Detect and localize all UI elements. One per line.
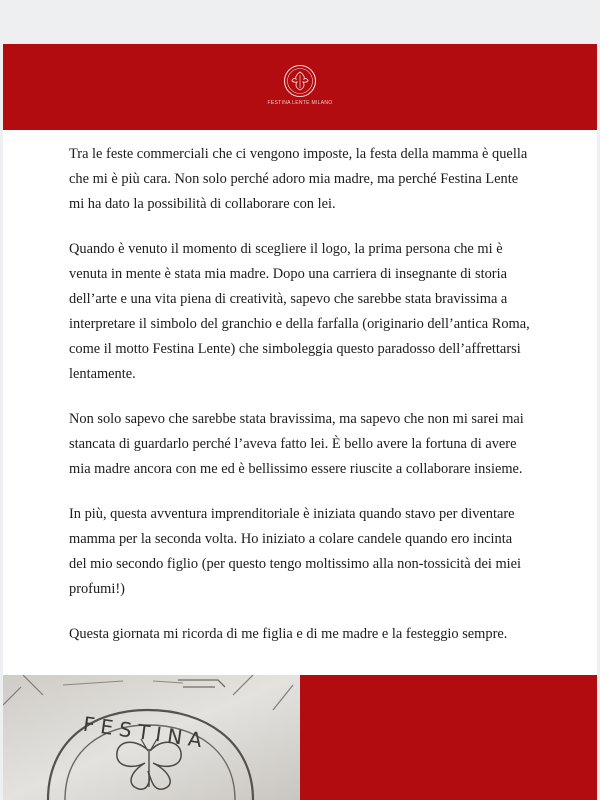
paragraph-5: Questa giornata mi ricorda di me figlia e di me madre e la festeggio sempre. (69, 626, 508, 642)
logo-sketch-image (3, 675, 300, 800)
logo-caption: FESTINA LENTE MILANO (267, 100, 333, 106)
paragraph-2: Quando è venuto il momento di scegliere il logo, la prima persona che mi è venuta in mente è stata mia madre. Dopo una carriera di insegnante di storia dell’arte e una vita piena di creatività, sapevo che sarebbe stata bravissima a interpretare il simbolo del granchio e della farfalla (originario dell’antica Roma, come il motto Festina Lente) che simboleggia questo paradosso dell’affrettarsi lentamente. (69, 241, 530, 382)
email-frame (3, 44, 597, 800)
paragraph-1: Tra le feste commerciali che ci vengono imposte, la festa della mamma è quella che mi è più cara. Non solo perché adoro mia madre, ma perché Festina Lente mi ha dato la possibilità di collaborare con lei. (69, 146, 528, 212)
bottom-banner (3, 675, 597, 800)
sketch-text: FESTINA (81, 711, 210, 753)
header-banner (3, 44, 597, 130)
article-body (3, 130, 597, 647)
logo[interactable] (240, 64, 360, 106)
festina-lente-logo-icon (283, 64, 317, 98)
paragraph-4: In più, questa avventura imprenditoriale è iniziata quando stavo per diventare mamma per la seconda volta. Ho iniziato a colare candele quando ero incinta del mio secondo figlio (per questo tengo moltissimo alla non-tossicità dei miei profumi!) (69, 506, 522, 597)
sketch-drawing (3, 675, 300, 800)
paragraph-3: Non solo sapevo che sarebbe stata bravissima, ma sapevo che non mi sarei mai stancata di guardarlo perché l’aveva fatto lei. È bello avere la fortuna di avere mia madre ancora con me ed è bellissimo essere riuscite a collaborare insieme. (69, 411, 524, 477)
